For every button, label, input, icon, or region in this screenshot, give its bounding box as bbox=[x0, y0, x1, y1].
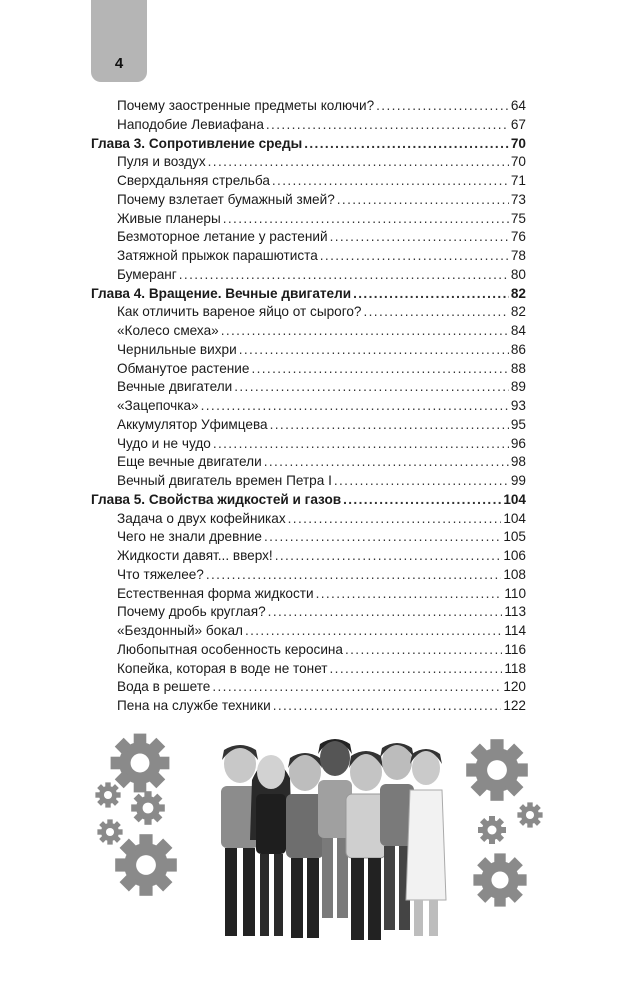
dot-leader bbox=[275, 547, 502, 566]
person-figure bbox=[286, 753, 324, 938]
gear-icon bbox=[111, 734, 170, 793]
toc-entry-page: 78 bbox=[510, 248, 526, 263]
dot-leader bbox=[234, 378, 509, 397]
toc-entry-page: 75 bbox=[510, 210, 526, 226]
toc-item-row bbox=[91, 641, 526, 660]
toc-entry-page: 98 bbox=[510, 454, 526, 470]
toc-entry-title: Любопытная особенность керосина bbox=[117, 641, 343, 657]
toc-entry-page: 95 bbox=[510, 416, 526, 432]
toc-item-row bbox=[91, 172, 526, 191]
toc-entry-page: 108 bbox=[503, 566, 526, 582]
toc-item-row bbox=[91, 303, 526, 322]
toc-entry-title: Пена на службе техники bbox=[117, 698, 271, 713]
dot-leader bbox=[264, 453, 509, 472]
toc-entry-title: Почему заостренные предметы колючи? bbox=[117, 98, 375, 113]
toc-entry-page: 106 bbox=[503, 548, 526, 563]
toc-entry-title: Почему дробь круглая? bbox=[117, 604, 266, 620]
dot-leader bbox=[376, 97, 509, 116]
toc-entry-page: 82 bbox=[510, 285, 526, 301]
toc-item-row bbox=[91, 378, 526, 397]
table-of-contents bbox=[91, 97, 526, 716]
toc-entry-page: 70 bbox=[510, 135, 526, 151]
toc-entry-title: Сверхдальняя стрельба bbox=[117, 173, 270, 188]
toc-item-row bbox=[91, 453, 526, 472]
gear-icon bbox=[115, 834, 177, 896]
toc-item-row bbox=[91, 510, 526, 529]
toc-entry-title: Обманутое растение bbox=[117, 360, 250, 376]
toc-entry-title: Глава 5. Свойства жидкостей и газов bbox=[91, 491, 342, 507]
gear-icon bbox=[478, 816, 506, 844]
toc-entry-page: 96 bbox=[510, 435, 526, 451]
toc-entry-page: 118 bbox=[504, 660, 526, 676]
toc-entry-title: Затяжной прыжок парашютиста bbox=[117, 248, 318, 263]
toc-item-row bbox=[91, 603, 526, 622]
toc-item-row bbox=[91, 191, 526, 210]
gear-icon bbox=[97, 819, 122, 844]
toc-entry-title: Что тяжелее? bbox=[117, 566, 204, 582]
toc-entry-title: Чудо и не чудо bbox=[117, 435, 211, 451]
toc-entry-title: Чернильные вихри bbox=[117, 341, 237, 357]
toc-entry-title: Аккумулятор Уфимцева bbox=[117, 416, 268, 432]
toc-item-row bbox=[91, 322, 526, 341]
toc-entry-page: 80 bbox=[510, 266, 526, 282]
dot-leader bbox=[266, 116, 509, 135]
person-figure bbox=[346, 751, 386, 940]
toc-entry-page: 86 bbox=[510, 341, 526, 357]
toc-entry-page: 82 bbox=[510, 304, 526, 320]
person-figure bbox=[221, 745, 259, 936]
toc-entry-title: Глава 4. Вращение. Вечные двигатели bbox=[91, 285, 352, 301]
toc-item-row bbox=[91, 660, 526, 679]
toc-item-row bbox=[91, 697, 526, 716]
dot-leader bbox=[272, 172, 509, 191]
toc-item-row bbox=[91, 360, 526, 379]
toc-entry-title: Жидкости давят... вверх! bbox=[117, 548, 273, 563]
toc-entry-page: 104 bbox=[503, 510, 526, 526]
dot-leader bbox=[239, 341, 509, 360]
toc-entry-title: Наподобие Левиафана bbox=[117, 116, 264, 132]
toc-entry-page: 64 bbox=[510, 98, 526, 113]
gear-icon bbox=[131, 791, 165, 825]
person-figure bbox=[250, 755, 292, 936]
dot-leader bbox=[330, 228, 509, 247]
toc-entry-title: Естественная форма жидкости bbox=[117, 585, 314, 601]
toc-entry-title: Вечные двигатели bbox=[117, 379, 233, 395]
toc-entry-page: 93 bbox=[510, 398, 526, 413]
toc-entry-title: Бумеранг bbox=[117, 266, 177, 282]
toc-item-row bbox=[91, 528, 526, 547]
toc-item-row bbox=[91, 97, 526, 116]
dot-leader bbox=[245, 622, 502, 641]
toc-entry-page: 104 bbox=[503, 491, 526, 507]
dot-leader bbox=[320, 247, 509, 266]
toc-entry-page: 71 bbox=[510, 173, 526, 188]
toc-entry-page: 120 bbox=[503, 679, 526, 695]
dot-leader bbox=[273, 697, 502, 716]
toc-item-row bbox=[91, 228, 526, 247]
toc-entry-title: Копейка, которая в воде не тонет bbox=[117, 660, 328, 676]
dot-leader bbox=[264, 528, 501, 547]
toc-chapter-row bbox=[91, 491, 526, 510]
people-and-gears-illustration bbox=[0, 720, 620, 980]
toc-entry-title: «Бездонный» бокал bbox=[117, 623, 243, 638]
toc-entry-page: 105 bbox=[503, 529, 526, 545]
toc-entry-title: Задача о двух кофейниках bbox=[117, 510, 286, 526]
toc-chapter-row bbox=[91, 285, 526, 304]
toc-entry-title: Чего не знали древние bbox=[117, 529, 262, 545]
dot-leader bbox=[316, 585, 503, 604]
person-figure bbox=[406, 749, 446, 936]
toc-item-row bbox=[91, 547, 526, 566]
toc-entry-page: 88 bbox=[510, 360, 526, 376]
dot-leader bbox=[343, 491, 501, 510]
dot-leader bbox=[268, 603, 503, 622]
dot-leader bbox=[345, 641, 502, 660]
toc-item-row bbox=[91, 341, 526, 360]
toc-item-row bbox=[91, 247, 526, 266]
page-number: 4 bbox=[114, 55, 124, 72]
dot-leader bbox=[208, 153, 509, 172]
toc-item-row bbox=[91, 153, 526, 172]
toc-entry-page: 70 bbox=[510, 154, 526, 170]
dot-leader bbox=[337, 191, 509, 210]
toc-entry-page: 76 bbox=[510, 229, 526, 245]
toc-item-row bbox=[91, 622, 526, 641]
dot-leader bbox=[213, 435, 509, 454]
dot-leader bbox=[221, 322, 509, 341]
dot-leader bbox=[206, 566, 501, 585]
gear-icon bbox=[517, 802, 542, 827]
dot-leader bbox=[330, 660, 503, 679]
toc-entry-page: 113 bbox=[504, 604, 526, 620]
dot-leader bbox=[223, 210, 509, 229]
dot-leader bbox=[201, 397, 509, 416]
dot-leader bbox=[334, 472, 509, 491]
toc-entry-title: Еще вечные двигатели bbox=[117, 454, 262, 470]
toc-entry-title: «Колесо смеха» bbox=[117, 323, 219, 338]
toc-entry-page: 99 bbox=[510, 473, 526, 488]
toc-entry-page: 114 bbox=[504, 623, 526, 638]
toc-entry-title: Вечный двигатель времен Петра I bbox=[117, 473, 332, 488]
toc-entry-title: Как отличить вареное яйцо от сырого? bbox=[117, 304, 362, 320]
toc-entry-page: 122 bbox=[503, 698, 526, 713]
toc-entry-page: 89 bbox=[510, 379, 526, 395]
toc-entry-title: Вода в решете bbox=[117, 679, 211, 695]
toc-entry-title: Живые планеры bbox=[117, 210, 221, 226]
toc-item-row bbox=[91, 397, 526, 416]
toc-item-row bbox=[91, 210, 526, 229]
toc-item-row bbox=[91, 266, 526, 285]
dot-leader bbox=[304, 135, 509, 154]
dot-leader bbox=[179, 266, 509, 285]
gear-icon bbox=[473, 853, 526, 906]
toc-item-row bbox=[91, 678, 526, 697]
toc-chapter-row bbox=[91, 135, 526, 154]
toc-item-row bbox=[91, 435, 526, 454]
people-group bbox=[221, 739, 446, 940]
toc-item-row bbox=[91, 416, 526, 435]
toc-entry-page: 84 bbox=[510, 323, 526, 338]
toc-entry-title: Пуля и воздух bbox=[117, 154, 206, 170]
toc-entry-title: Безмоторное летание у растений bbox=[117, 229, 328, 245]
dot-leader bbox=[364, 303, 509, 322]
dot-leader bbox=[212, 678, 501, 697]
toc-item-row bbox=[91, 472, 526, 491]
dot-leader bbox=[251, 360, 508, 379]
toc-entry-title: «Зацепочка» bbox=[117, 398, 199, 413]
toc-item-row bbox=[91, 585, 526, 604]
gear-icon bbox=[466, 739, 528, 801]
toc-entry-page: 67 bbox=[510, 116, 526, 132]
toc-entry-title: Глава 3. Сопротивление среды bbox=[91, 135, 303, 151]
gear-icon bbox=[95, 782, 120, 807]
page-number-tab bbox=[91, 0, 147, 82]
toc-entry-page: 116 bbox=[504, 641, 526, 657]
toc-entry-page: 73 bbox=[510, 191, 526, 207]
toc-item-row bbox=[91, 566, 526, 585]
toc-item-row bbox=[91, 116, 526, 135]
dot-leader bbox=[270, 416, 509, 435]
dot-leader bbox=[288, 510, 502, 529]
toc-entry-title: Почему взлетает бумажный змей? bbox=[117, 191, 335, 207]
dot-leader bbox=[353, 285, 509, 304]
toc-entry-page: 110 bbox=[504, 585, 526, 601]
